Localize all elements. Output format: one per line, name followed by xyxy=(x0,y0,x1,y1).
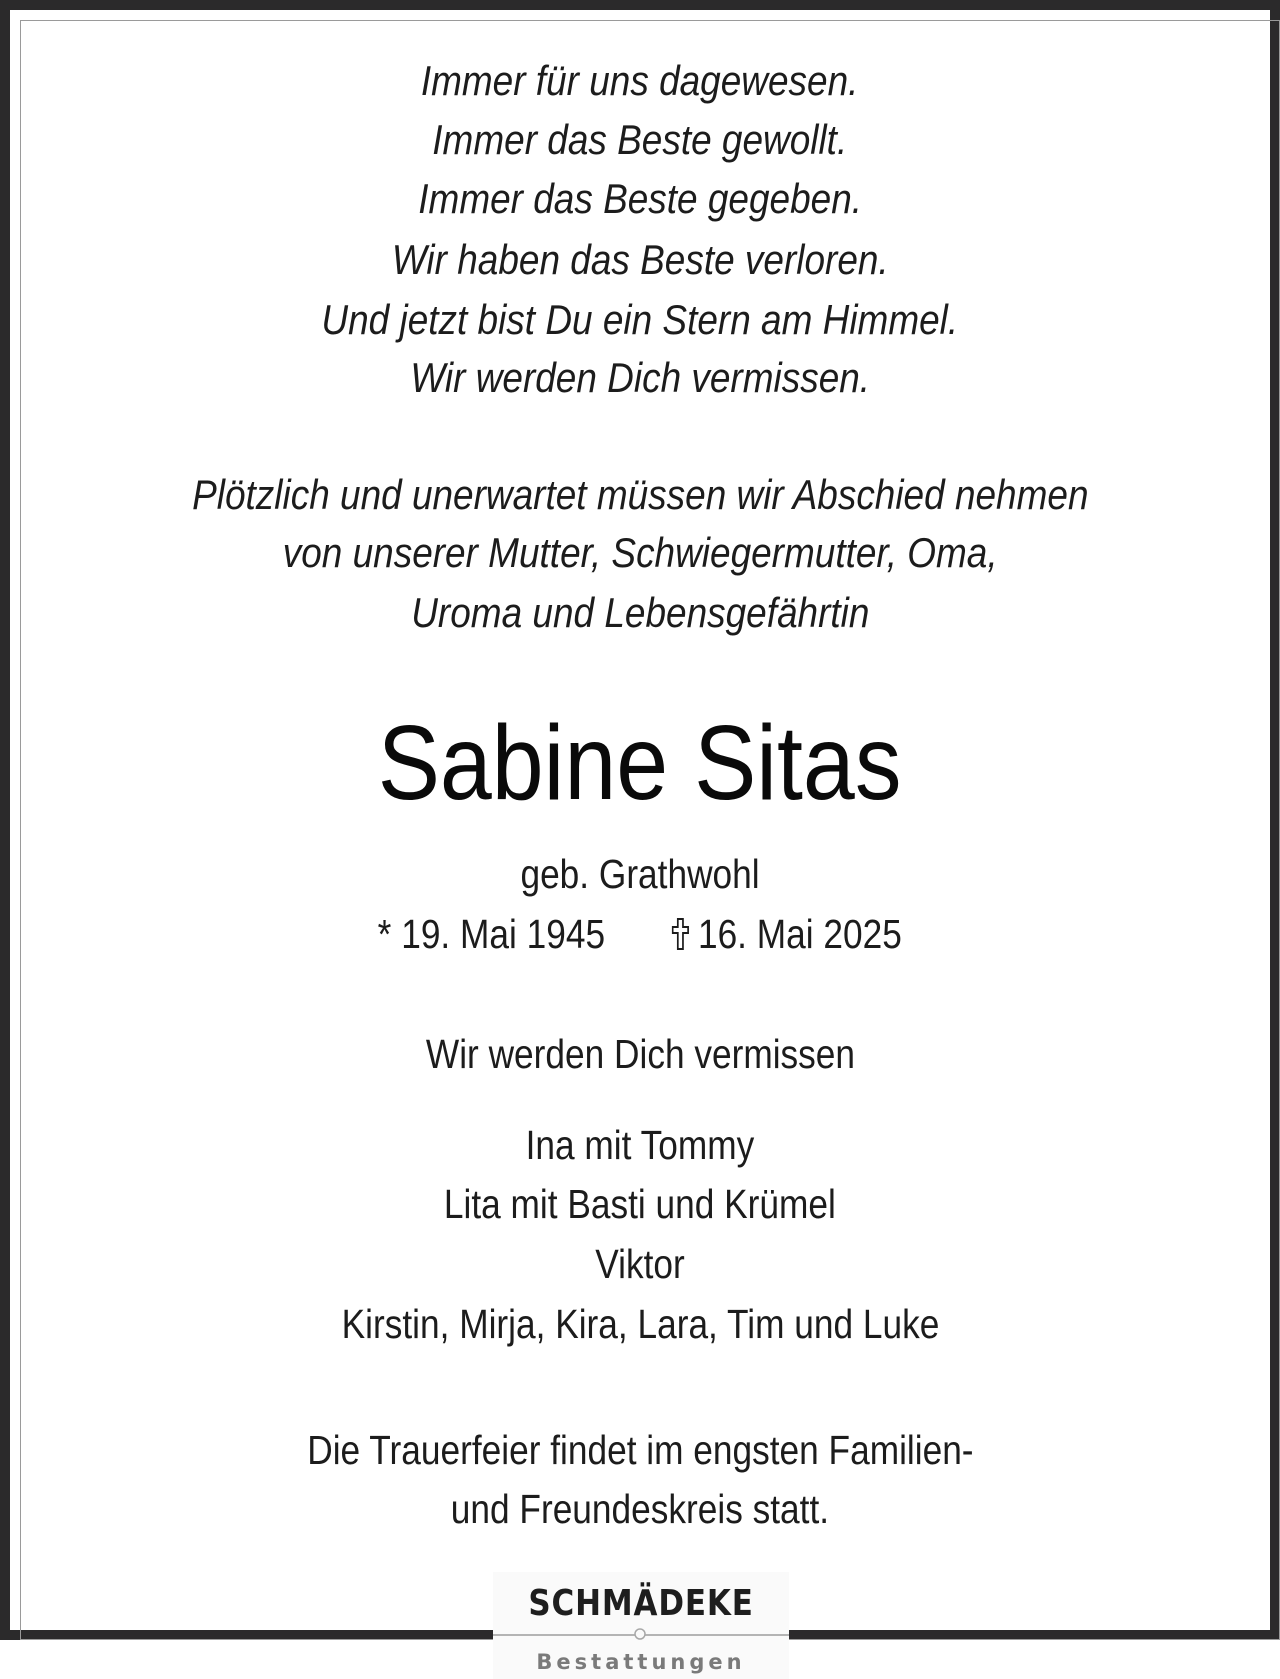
ring-ornament-icon xyxy=(633,1627,647,1641)
poem-line-5: Und jetzt bist Du ein Stern am Himmel. xyxy=(321,296,959,343)
mourner-line-4: Kirstin, Mirja, Kira, Lara, Tim und Luke xyxy=(341,1301,939,1347)
ceremony-line-2: und Freundeskreis statt. xyxy=(450,1486,830,1532)
poem-line-4: Wir haben das Beste verloren. xyxy=(391,236,889,283)
poem-line-6: Wir werden Dich vermissen. xyxy=(410,354,870,401)
birth-date: 19. Mai 1945 xyxy=(401,911,606,957)
poem-line-3: Immer das Beste gegeben. xyxy=(418,175,862,222)
ceremony-line-1: Die Trauerfeier findet im engsten Familien- xyxy=(306,1427,974,1473)
life-dates xyxy=(0,911,1280,957)
logo-name: SCHMÄDEKE xyxy=(528,1583,754,1624)
closing-line: Wir werden Dich vermissen xyxy=(425,1031,855,1077)
mourner-line-3: Viktor xyxy=(595,1241,685,1287)
intro-line-2: von unserer Mutter, Schwiegermutter, Oma, xyxy=(282,529,998,576)
death-date: 16. Mai 2025 xyxy=(698,911,903,957)
poem-line-1: Immer für uns dagewesen. xyxy=(421,57,859,104)
mourner-line-1: Ina mit Tommy xyxy=(525,1122,755,1168)
mourner-line-2: Lita mit Basti und Krümel xyxy=(444,1181,836,1227)
poem-line-2: Immer das Beste gewollt. xyxy=(432,116,848,163)
maiden-name: geb. Grathwohl xyxy=(520,851,760,897)
birth-symbol: * xyxy=(377,911,392,957)
funeral-home-logo xyxy=(493,1572,789,1679)
logo-subtitle: Bestattungen xyxy=(536,1650,746,1674)
cross-icon xyxy=(672,918,689,948)
intro-line-3: Uroma und Lebensgefährtin xyxy=(410,589,870,636)
deceased-name: Sabine Sitas xyxy=(378,704,902,822)
intro-line-1: Plötzlich und unerwartet müssen wir Abschied nehmen xyxy=(191,471,1089,518)
